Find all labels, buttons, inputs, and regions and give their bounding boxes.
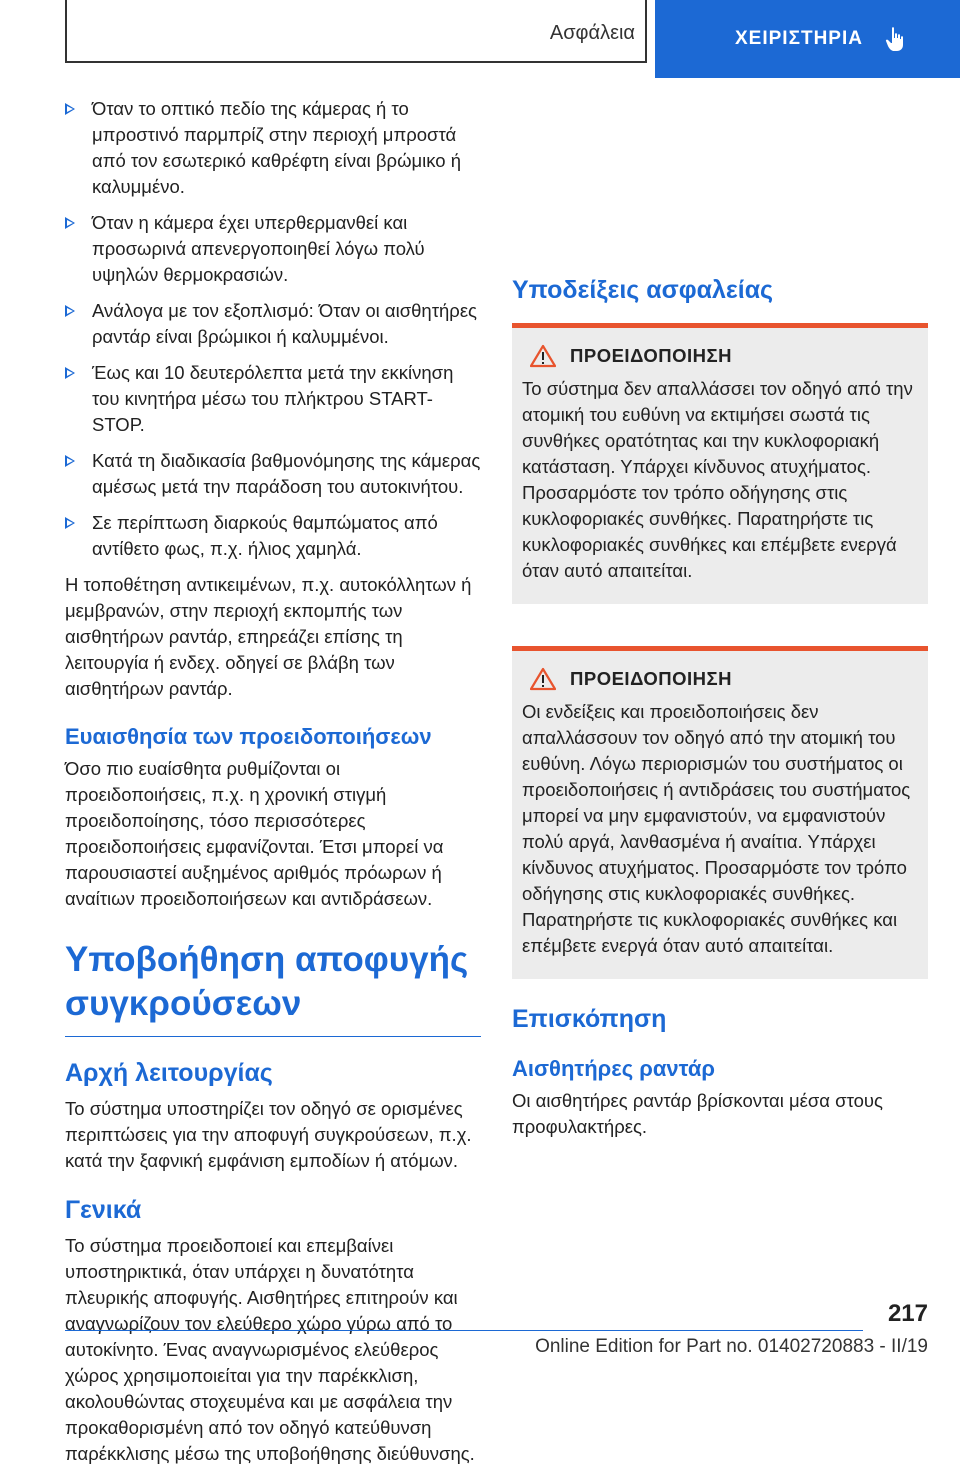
warning-text: Το σύστημα δεν απαλλάσσει τον οδηγό από την ατομική του ευθύνη να εκτιμήσει σωστά τις συνθήκες ορατότητας και την κυκλοφοριακή κατάσταση. Υπάρχει κίνδυνος ατυχήματος. Προσαρμόστε τον τρόπο οδήγησης στις κυκλοφοριακές συνθήκες. Παρατηρήστε τις κυκλοφοριακές συνθήκες και επέμβετε ενεργά όταν αυτό απαιτείται. [522, 378, 913, 581]
principle-heading: Αρχή λειτουργίας [65, 1059, 273, 1087]
triangle-bullet-icon [65, 305, 75, 317]
main-heading: Υποβοήθηση αποφυγής συγκρούσεων [65, 938, 481, 1037]
principle-paragraph: Το σύστημα υποστηρίζει τον οδηγό σε ορισμένες περιπτώσεις για την αποφυγή συγκρούσεων, π.χ. κατά την ξαφνική εμφάνιση εμποδίων ή ατόμων. [65, 1098, 472, 1171]
list-item: Όταν η κάμερα έχει υπερθερμανθεί και προσωρινά απενεργοποιηθεί λόγω πολύ υψηλών θερμοκρασιών. [65, 210, 481, 288]
section-title: Ασφάλεια [549, 22, 635, 44]
warning-triangle-icon [530, 344, 556, 368]
pointing-hand-icon [885, 26, 909, 52]
general-heading: Γενικά [65, 1196, 142, 1224]
warning-header [522, 344, 918, 368]
list-item: Σε περίπτωση διαρκούς θαμπώματος από αντίθετο φως, π.χ. ήλιος χαμηλά. [65, 510, 481, 562]
limitation-list [65, 96, 481, 562]
list-item: Κατά τη διαδικασία βαθμονόμησης της κάμερας αμέσως μετά την παράδοση του αυτοκινήτου. [65, 448, 481, 500]
radar-heading: Αισθητήρες ραντάρ [512, 1056, 715, 1081]
sensitivity-paragraph: Όσο πιο ευαίσθητα ρυθμίζονται οι προειδοποιήσεις, π.χ. η χρονική στιγμή προειδοποίησης, τόσο περισσότερες προειδοποιήσεις εμφανίζονται. Έτσι μπορεί να παρουσιαστεί αυξημένος αριθμός πρόωρων ή αναίτιων προειδοποιήσεων και αντιδράσεων. [65, 758, 444, 909]
safety-heading: Υποδείξεις ασφαλείας [512, 276, 774, 304]
warning-box [512, 323, 928, 604]
left-column [65, 96, 481, 1471]
list-item: Έως και 10 δευτερόλεπτα μετά την εκκίνηση του κινητήρα μέσω του πλήκτρου START-STOP. [65, 360, 481, 438]
manual-tab[interactable] [655, 0, 960, 78]
manual-tab-label: ΧΕΙΡΙΣΤΗΡΙΑ [735, 28, 863, 49]
general-paragraph: Το σύστημα προειδοποιεί και επεμβαίνει υποστηρικτικά, όταν υπάρχει η δυνατότητα πλευρικής αποφυγής. Αισθητήρες επιτηρούν και αναγνωρίζουν τον ελεύθερο χώρο γύρω από το αυτοκίνητο. Ένας αναγνωρισμένος ελεύθερος χώρος χρησιμοποιείται για την παρέκκλιση, ακολουθώντας στοχευμένα και με ασφάλεια την προκαθορισμένη από τον οδηγό κατεύθυνση παρέκκλισης μέσω της υποβοήθησης διεύθυνσης. [65, 1235, 475, 1464]
list-item: Ανάλογα με τον εξοπλισμό: Όταν οι αισθητήρες ραντάρ είναι βρώμικοι ή καλυμμένοι. [65, 298, 481, 350]
warning-text: Οι ενδείξεις και προειδοποιήσεις δεν απαλλάσσουν τον οδηγό από την ατομική του ευθύνη. Λόγω περιορισμών του συστήματος οι προειδοποιήσεις ή αντιδράσεις του συστήματος μπορεί να μην εμφανιστούν, να εμφανιστούν πολύ αργά, λανθασμένα ή αναίτια. Υπάρχει κίνδυνος ατυχήματος. Προσαρμόστε τον τρόπο οδήγησης στις κυκλοφοριακές συνθήκες. Παρατηρήστε τις κυκλοφοριακές συνθήκες και επέμβετε ενεργά όταν αυτό απαιτείται. [522, 701, 911, 956]
edition-footer: Online Edition for Part no. 01402720883 - II/19 [535, 1336, 928, 1357]
list-item: Όταν το οπτικό πεδίο της κάμερας ή το μπροστινό παρμπρίζ στην περιοχή μπροστά από τον εσωτερικό καθρέφτη είναι βρώμικο ή καλυμμένο. [65, 96, 481, 200]
overview-heading: Επισκόπηση [512, 1005, 667, 1033]
warning-title: ΠΡΟΕΙΔΟΠΟΙΗΣΗ [570, 345, 732, 366]
object-placement-paragraph: Η τοποθέτηση αντικειμένων, π.χ. αυτοκόλλητων ή μεμβρανών, στην περιοχή εκπομπής των αισθητήρων ραντάρ, επηρεάζει επίσης τη λειτουργία ή ενδεχ. οδηγεί σε βλάβη των αισθητήρων ραντάρ. [65, 574, 472, 699]
warning-title: ΠΡΟΕΙΔΟΠΟΙΗΣΗ [570, 668, 732, 689]
triangle-bullet-icon [65, 217, 75, 229]
right-column [512, 276, 928, 1144]
radar-paragraph: Οι αισθητήρες ραντάρ βρίσκονται μέσα στους προφυλακτήρες. [512, 1090, 883, 1137]
footer-divider [65, 1330, 863, 1331]
warning-header [522, 667, 918, 691]
warning-triangle-icon [530, 667, 556, 691]
triangle-bullet-icon [65, 367, 75, 379]
page-number: 217 [887, 1300, 928, 1327]
sensitivity-heading: Ευαισθησία των προειδοποιήσεων [65, 724, 432, 749]
triangle-bullet-icon [65, 455, 75, 467]
triangle-bullet-icon [65, 103, 75, 115]
warning-box [512, 646, 928, 979]
triangle-bullet-icon [65, 517, 75, 529]
